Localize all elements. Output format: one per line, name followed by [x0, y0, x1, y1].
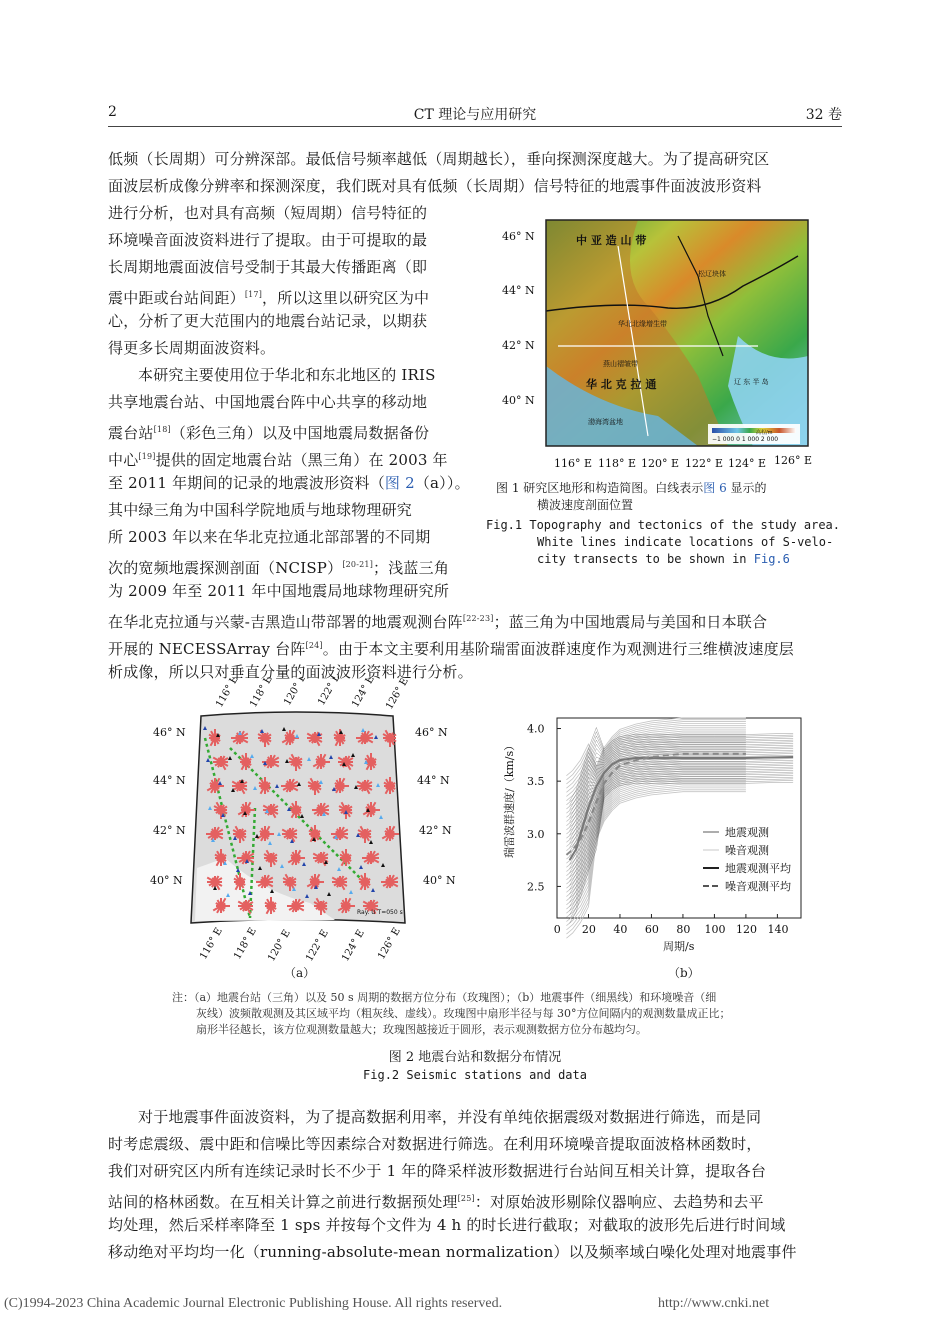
legend-label: 噪音观测平均: [725, 880, 791, 893]
text-span: ；浅蓝三角: [373, 559, 450, 577]
figure-2b: [495, 708, 815, 960]
lon-label: 120° E: [282, 678, 309, 708]
text-span: 次的宽频地震探测剖面（NCISP）: [108, 559, 343, 577]
colorbar-unit: 高程/m: [756, 430, 773, 436]
note-line: 注：（a）地震台站（三角）以及 50 s 周期的数据方位分布（玫瑰图）；（b）地震事件（细黑线）和环境噪音（细: [172, 991, 717, 1004]
figure-2a: [135, 678, 455, 978]
lon-label: 124° E: [340, 928, 367, 964]
figure-link[interactable]: 图 2: [384, 474, 415, 492]
text-line: 低频（长周期）可分辨深部。最低信号频率越低（周期越长），垂向探测深度越大。为了提高研究区: [108, 150, 770, 168]
text-span: （a））。: [414, 474, 470, 492]
citation-ref[interactable]: [17]: [244, 290, 263, 299]
text-line: 进行分析，也对具有高频（短周期）信号特征的: [108, 204, 428, 222]
citation-ref[interactable]: [18]: [153, 425, 171, 434]
x-tick-label: 40: [613, 923, 628, 936]
lat-label: 44° N: [417, 774, 450, 787]
text-span: ，所以这里以研究区为中: [262, 289, 430, 307]
text-line: 均处理，然后采样率降至 1 sps 并按每个文件为 4 h 的时长进行截取；对截取的波形先后进行时间域: [108, 1216, 786, 1234]
colorbar-ticks: −1 000 0 1 000 2 000: [712, 436, 779, 443]
text-span: ：对原始波形剔除仪器响应、去趋势和去平: [474, 1193, 764, 1211]
x-axis-label: 周期/s: [663, 940, 695, 953]
lon-label: 116° E: [198, 926, 225, 962]
lon-label: 122° E: [316, 678, 343, 708]
lon-label: 126° E: [376, 926, 403, 962]
journal-name: CT 理论与应用研究: [413, 107, 537, 123]
legend-label: 地震观测平均: [725, 862, 791, 875]
x-tick-label: 60: [644, 923, 659, 936]
caption-line: White lines indicate locations of S-velo-: [537, 535, 834, 549]
lat-label: 46° N: [415, 726, 448, 739]
caption-line: Fig.1 Topography and tectonics of the study area.: [486, 518, 841, 532]
text-span: 震台站: [108, 424, 154, 442]
text-line: 其中绿三角为中国科学院地质与地球物理研究: [108, 501, 413, 519]
x-tick-label: 80: [676, 923, 691, 936]
running-header: [108, 104, 842, 126]
caption-text: 显示的: [726, 481, 767, 495]
x-tick-label: 20: [581, 923, 596, 936]
cnki-url[interactable]: http://www.cnki.net: [658, 1296, 770, 1311]
y-tick-label: 4.0: [527, 722, 545, 736]
text-line: 本研究主要使用位于华北和东北地区的 IRIS: [138, 366, 436, 384]
map-label: 辽 东 半 岛: [734, 378, 769, 386]
citation-ref[interactable]: [25]: [457, 1194, 475, 1203]
lon-label: 124° E: [350, 678, 377, 710]
volume-label: 32 卷: [805, 107, 842, 123]
text-span: 站间的格林函数。在互相关计算之前进行数据预处理: [108, 1193, 458, 1211]
figure-2a-map: [135, 678, 455, 978]
lon-label: 122° E: [685, 457, 724, 470]
lon-label: 118° E: [598, 457, 637, 470]
lon-label: 118° E: [248, 678, 275, 710]
text-span: 在华北克拉通与兴蒙-吉黑造山带部署的地震观测台阵: [108, 613, 463, 631]
colorbar: [712, 428, 796, 433]
subfigure-label-b: （b）: [668, 966, 700, 980]
figure-2-caption-en: Fig.2 Seismic stations and data: [363, 1068, 587, 1082]
text-line: 共享地震台站、中国地震台阵中心共享的移动地: [108, 393, 428, 411]
figure-link[interactable]: Fig.6: [753, 552, 790, 566]
caption-line: [496, 480, 767, 497]
dispersion-chart: [495, 708, 815, 960]
map-label: 华北北缘增生带: [618, 320, 667, 328]
text-line: 环境噪音面波资料进行了提取。由于可提取的最: [108, 231, 428, 249]
text-span: （彩色三角）以及中国地震局数据备份: [170, 424, 430, 442]
lon-label: 126° E: [384, 678, 411, 712]
text-line: 对于地震事件面波资料，为了提高数据利用率，并没有单纯依据震级对数据进行筛选，而是同: [138, 1108, 762, 1126]
lon-label: 116° E: [214, 678, 241, 710]
lon-label: 120° E: [641, 457, 680, 470]
map-label: 燕山褶皱带: [603, 360, 638, 368]
text-line: 析成像，所以只对垂直分量的面波波形资料进行分析。: [108, 663, 473, 681]
lat-label: 40° N: [423, 874, 455, 887]
text-span: 震中距或台站间距）: [108, 289, 245, 307]
figure-link[interactable]: 图 6: [703, 481, 727, 495]
figure-1-map: [498, 216, 818, 476]
figure-2-caption-cn: 图 2 地震台站和数据分布情况: [388, 1050, 562, 1065]
citation-ref[interactable]: [24]: [305, 641, 323, 650]
citation-ref[interactable]: [20-21]: [342, 560, 374, 569]
text-line: 长周期地震面波信号受制于其最大传播距离（即: [108, 258, 428, 276]
page-number: 2: [108, 104, 117, 120]
text-line: 得更多长周期面波资料。: [108, 339, 276, 357]
caption-line: 横波速度剖面位置: [537, 498, 634, 512]
caption-text: 图 1 研究区地形和构造简图。白线表示: [496, 481, 704, 495]
lon-label: 120° E: [266, 928, 293, 964]
x-tick-label: 120: [736, 923, 758, 936]
lat-label: 42° N: [419, 824, 452, 837]
note-line: 灰线）波频散观测及其区域平均（粗灰线、虚线）。玫瑰图中扇形半径与每 30°方位间隔内的观测数量成正比；: [196, 1007, 731, 1020]
map-label: 华 北 克 拉 通: [586, 378, 657, 391]
lat-label: 44° N: [502, 284, 535, 297]
lon-label: 116° E: [554, 457, 593, 470]
text-line: 时考虑震级、震中距和信噪比等因素综合对数据进行筛选。在利用环境噪音提取面波格林函数时，: [108, 1135, 762, 1153]
lat-label: 44° N: [153, 774, 186, 787]
text-line: 为 2009 年至 2011 年中国地震局地球物理研究所: [108, 582, 450, 600]
caption-line: [537, 551, 790, 568]
lat-label: 46° N: [153, 726, 186, 739]
lat-label: 42° N: [153, 824, 186, 837]
figure-1: [498, 216, 818, 476]
map-label: 渤海湾盆地: [588, 418, 623, 426]
text-line: 面波层析成像分辨率和探测深度，我们既对具有低频（长周期）信号特征的地震事件面波波形资料: [108, 177, 762, 195]
x-tick-label: 100: [704, 923, 726, 936]
lat-label: 46° N: [502, 230, 535, 243]
lon-label: 124° E: [728, 457, 767, 470]
text-line: 我们对研究区内所有连续记录时长不少于 1 年的降采样波形数据进行台站间互相关计算，提取各台: [108, 1162, 767, 1180]
inset-label: Ray. U T=050 s: [357, 909, 403, 916]
text-line: 心，分析了更大范围内的地震台站记录，以期获: [108, 312, 428, 330]
text-line: [108, 470, 470, 497]
y-tick-label: 2.5: [527, 880, 545, 894]
lat-label: 40° N: [502, 394, 535, 407]
caption-text: city transects to be shown in: [537, 552, 754, 566]
citation-ref[interactable]: [19]: [138, 452, 156, 461]
text-line: 移动绝对平均均一化（running-absolute-mean normalization）以及频率域白噪化处理对地震事件: [108, 1243, 797, 1261]
text-span: 。由于本文主要利用基阶瑞雷面波群速度作为观测进行三维横波速度层: [322, 640, 794, 658]
map-label: 松辽块体: [698, 270, 726, 278]
y-tick-label: 3.5: [527, 775, 545, 789]
copyright-text: (C)1994-2023 China Academic Journal Electronic Publishing House. All rights reserved.: [4, 1296, 503, 1311]
legend-label: 噪音观测: [725, 844, 769, 857]
note-line: 扇形半径越长，该方位观测数量越大；玫瑰图越接近于圆形，表示观测数据方位分布越均匀。: [196, 1023, 647, 1036]
y-axis-label: 瑞雷波群速度/（km/s）: [503, 739, 516, 858]
lon-label: 118° E: [232, 926, 259, 962]
text-span: 中心: [108, 451, 139, 469]
text-line: 所 2003 年以来在华北克拉通北部部署的不同期: [108, 528, 431, 546]
subfigure-label-a: （a）: [284, 966, 316, 980]
text-span: 提供的固定地震台站（黑三角）在 2003 年: [155, 451, 448, 469]
header-rule: [108, 126, 842, 127]
x-tick-label: 0: [553, 923, 561, 936]
lon-label: 122° E: [304, 928, 331, 964]
text-span: 开展的 NECESSArray 台阵: [108, 640, 306, 658]
lon-label: 126° E: [774, 454, 813, 467]
citation-ref[interactable]: [22-23]: [462, 614, 494, 623]
text-span: 至 2011 年期间的记录的地震波形资料（: [108, 474, 385, 492]
lat-label: 40° N: [150, 874, 183, 887]
x-tick-label: 140: [767, 923, 789, 936]
text-span: ；蓝三角为中国地震局与美国和日本联合: [493, 613, 768, 631]
legend-label: 地震观测: [725, 826, 769, 839]
map-label: 中 亚 造 山 带: [576, 234, 647, 247]
lat-label: 42° N: [502, 339, 535, 352]
y-tick-label: 3.0: [527, 827, 545, 841]
